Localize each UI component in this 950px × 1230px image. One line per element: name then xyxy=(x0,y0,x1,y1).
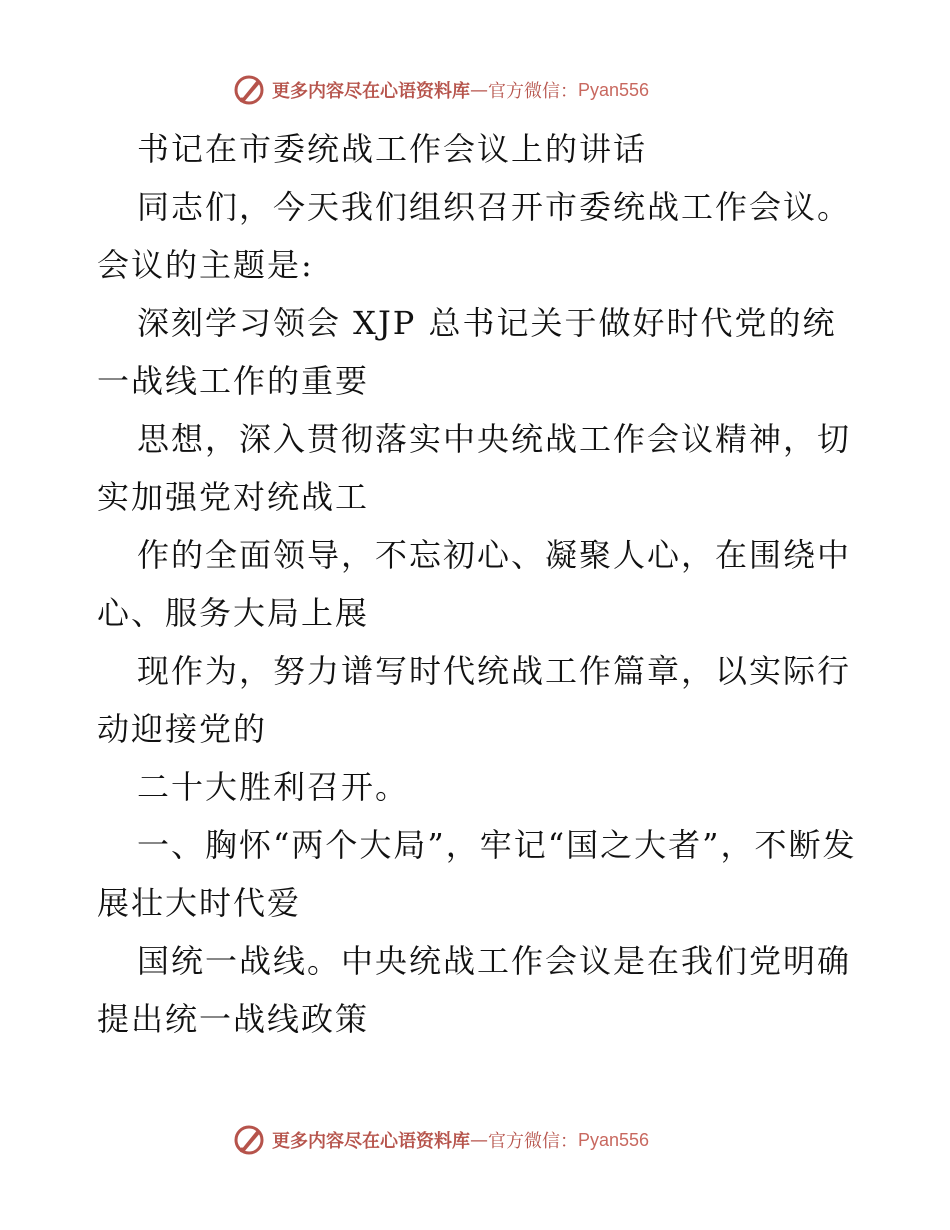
paragraph: 思想，深入贯彻落实中央统战工作会议精神，切实加强党对统战工 xyxy=(97,420,852,516)
watermark-wechat-id: Pyan556 xyxy=(578,79,650,100)
paragraph: 二十大胜利召开。 xyxy=(137,768,410,806)
watermark-wechat-id: Pyan556 xyxy=(578,1129,650,1150)
watermark-dash: — xyxy=(470,1129,488,1151)
paragraph: 深刻学习领会 XJP 总书记关于做好时代党的统一战线工作的重要 xyxy=(97,304,837,400)
watermark-main-text: 更多内容尽在心语资料库 xyxy=(272,81,470,102)
watermark-wechat-label: 官方微信： xyxy=(488,1131,578,1152)
section-heading: 一、胸怀“两个大局”，牢记“国之大者”，不断发展壮大时代爱 xyxy=(97,826,857,922)
document-body xyxy=(97,120,857,1048)
document-title: 书记在市委统战工作会议上的讲话 xyxy=(137,130,648,168)
watermark-wechat-label: 官方微信： xyxy=(488,81,578,102)
paragraph: 同志们，今天我们组织召开市委统战工作会议。会议的主题是: xyxy=(97,188,852,284)
quill-logo-icon xyxy=(232,1123,266,1157)
quill-logo-icon xyxy=(232,73,266,107)
footer-watermark xyxy=(232,1122,752,1158)
watermark-main-text: 更多内容尽在心语资料库 xyxy=(272,1131,470,1152)
paragraph: 国统一战线。中央统战工作会议是在我们党明确提出统一战线政策 xyxy=(97,942,852,1038)
watermark-dash: — xyxy=(470,79,488,101)
paragraph: 现作为，努力谱写时代统战工作篇章，以实际行动迎接党的 xyxy=(97,652,852,748)
paragraph: 作的全面领导，不忘初心、凝聚人心，在围绕中心、服务大局上展 xyxy=(97,536,852,632)
header-watermark xyxy=(232,72,752,108)
